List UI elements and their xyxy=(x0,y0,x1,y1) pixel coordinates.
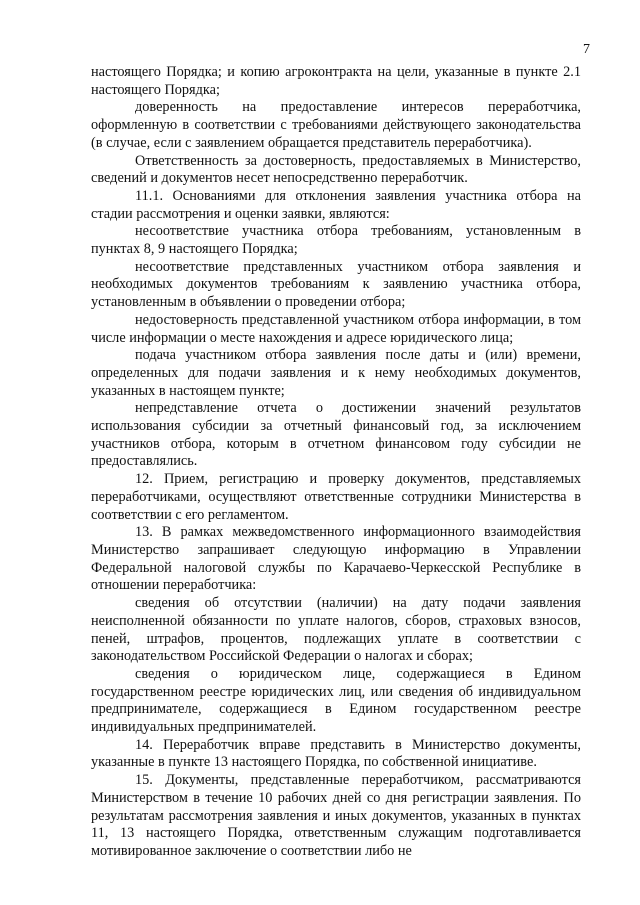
paragraph-15-review-period: 15. Документы, представленные переработчиком, рассматриваются Министерством в течение 10 рабочих дней со дня регистрации заявления. По результатам рассмотрения заявления и иных документов, указанных в пунктах 11, 13 настоящего Порядка, ответственным служащим подготавливается мотивированное заключение о соответствии либо не xyxy=(91,772,581,859)
paragraph-ground-requirements-mismatch: несоответствие участника отбора требованиям, установленным в пунктах 8, 9 настоящего Порядка; xyxy=(91,223,581,258)
paragraph-ground-false-information: недостоверность представленной участником отбора информации, в том числе информации о месте нахождения и адресе юридического лица; xyxy=(91,311,581,346)
paragraph-ground-no-report: непредставление отчета о достижении значений результатов использования субсидии за отчетный финансовый год, за исключением участников отбора, которым в отчетном финансовом году субсидии не предоставлялись. xyxy=(91,400,581,470)
page-number: 7 xyxy=(583,42,590,57)
paragraph-agrocontract-copy: настоящего Порядка; и копию агроконтракта на цели, указанные в пункте 2.1 настоящего Порядка; xyxy=(91,64,581,98)
paragraph-responsibility: Ответственность за достоверность, предоставляемых в Министерство, сведений и документов несет непосредственно переработчик. xyxy=(91,152,581,187)
paragraph-13-interagency-request: 13. В рамках межведомственного информационного взаимодействия Министерство запрашивает следующую информацию в Управлении Федеральной налоговой службы по Карачаево-Черкесской Республике в отношении переработчика: xyxy=(91,524,581,594)
paragraph-power-of-attorney: доверенность на предоставление интересов переработчика, оформленную в соответствии с требованиями действующего законодательства (в случае, если с заявлением обращается представитель переработчика). xyxy=(91,99,581,151)
paragraph-14-own-initiative: 14. Переработчик вправе представить в Министерство документы, указанные в пункте 13 настоящего Порядка, по собственной инициативе. xyxy=(91,736,581,771)
paragraph-12-document-intake: 12. Прием, регистрацию и проверку документов, представляемых переработчиками, осуществляют ответственные сотрудники Министерства в соответствии с его регламентом. xyxy=(91,471,581,523)
paragraph-tax-debt-info: сведения об отсутствии (наличии) на дату подачи заявления неисполненной обязанности по уплате налогов, сборов, страховых взносов, пеней, штрафов, процентов, подлежащих уплате в соответствии с законодательством Российской Федерации о налогах и сборах; xyxy=(91,595,581,665)
paragraph-ground-late-submission: подача участником отбора заявления после даты и (или) времени, определенных для подачи заявления и к нему необходимых документов, указанных в настоящем пункте; xyxy=(91,347,581,399)
paragraph-11-1-rejection-grounds: 11.1. Основаниями для отклонения заявления участника отбора на стадии рассмотрения и оценки заявки, являются: xyxy=(91,187,581,222)
document-body xyxy=(91,64,581,861)
paragraph-registry-info: сведения о юридическом лице, содержащиеся в Едином государственном реестре юридических лиц, или сведения об индивидуальном предпринимателе, содержащиеся в Едином государственном реестре индивидуальных предпринимателей. xyxy=(91,665,581,736)
paragraph-ground-documents-mismatch: несоответствие представленных участником отбора заявления и необходимых документов требованиям к заявлению участника отбора, установленным в объявлении о проведении отбора; xyxy=(91,258,581,311)
